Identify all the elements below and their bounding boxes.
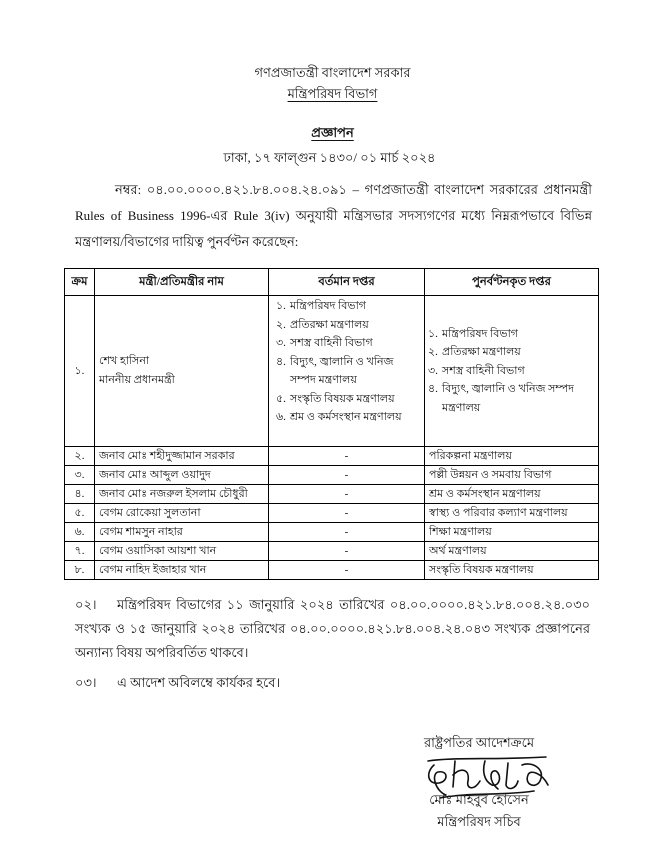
notice-title: প্রজ্ঞাপন [311, 125, 354, 140]
item-text: সশস্ত্র বাহিনী বিভাগ [442, 364, 525, 377]
item-text: মন্ত্রিপরিষদ বিভাগ [442, 327, 519, 340]
paragraph-text: এ আদেশ অবিলম্বে কার্যকর হবে। [117, 675, 281, 690]
table-row [65, 466, 599, 485]
current-office-cell: - [269, 523, 425, 542]
current-office-cell: - [269, 447, 425, 466]
current-office-item [276, 334, 420, 353]
minister-name-cell: জনাব মোঃ শহীদুজ্জামান সরকার [95, 447, 269, 466]
item-number: ২. [276, 318, 286, 331]
serial-cell: ৬. [65, 523, 95, 542]
paragraph-number: ০২। [75, 597, 97, 612]
minister-name-cell: জনাব মোঃ নজরুল ইসলাম চৌধুরী [95, 485, 269, 504]
item-number: ১. [428, 327, 438, 340]
current-office-item [276, 353, 420, 390]
item-text: প্রতিরক্ষা মন্ত্রণালয় [290, 318, 369, 331]
minister-name-cell: বেগম রোকেয়া সুলতানা [95, 504, 269, 523]
current-office-item [276, 297, 420, 316]
item-number: ২. [428, 346, 438, 359]
item-number: ৫. [276, 392, 286, 405]
header-reassigned-office: পুনর্বণ্টনকৃত দপ্তর [425, 269, 599, 296]
item-text: সশস্ত্র বাহিনী বিভাগ [290, 337, 373, 349]
reassigned-office-cell: সংস্কৃতি বিষয়ক মন্ত্রণালয় [425, 561, 599, 580]
current-office-cell: - [269, 485, 425, 504]
item-text: বিদ্যুৎ, জ্বালানি ও খনিজ সম্পদ মন্ত্রণালয় [442, 383, 574, 414]
table-row [65, 504, 599, 523]
minister-title: মাননীয় প্রধানমন্ত্রী [99, 374, 175, 386]
header-name: মন্ত্রী/প্রতিমন্ত্রীর নাম [95, 269, 269, 296]
serial-cell: ৪. [65, 485, 95, 504]
current-office-cell: - [269, 542, 425, 561]
item-number: ৬. [276, 411, 286, 423]
minister-name-cell: বেগম ওয়াসিকা আয়শা খান [95, 542, 269, 561]
item-number: ১. [276, 300, 286, 312]
table-row [65, 542, 599, 561]
current-office-cell [269, 296, 425, 447]
signatory-name: মোঃ মাহবুব হোসেন [429, 792, 529, 807]
minister-name-cell: জনাব মোঃ আব্দুল ওয়াদুদ [95, 466, 269, 485]
table-row [65, 523, 599, 542]
item-text: সংস্কৃতি বিষয়ক মন্ত্রণালয় [290, 392, 395, 405]
notice-title-wrap [0, 123, 665, 143]
current-office-cell: - [269, 504, 425, 523]
minister-name-cell [95, 296, 269, 447]
current-office-item [276, 408, 420, 427]
minister-name-cell: বেগম শামসুন নাহার [95, 523, 269, 542]
reallocation-table [64, 268, 599, 580]
document-body [64, 177, 598, 695]
paragraph-03 [75, 671, 590, 695]
item-number: ৪. [276, 355, 286, 368]
item-number: ৪. [428, 383, 438, 396]
reassigned-office-cell [425, 296, 599, 447]
item-number: ৩. [276, 337, 286, 349]
reassigned-office-cell: পল্লী উন্নয়ন ও সমবায় বিভাগ [425, 466, 599, 485]
minister-name-cell: বেগম নাহিদ ইজাহার খান [95, 561, 269, 580]
header-serial: ক্রম [65, 269, 95, 296]
table-header-row [65, 269, 599, 296]
government-name: গণপ্রজাতন্ত্রী বাংলাদেশ সরকার [254, 65, 411, 80]
reassigned-office-cell: অর্থ মন্ত্রণালয় [425, 542, 599, 561]
paragraph-02 [75, 593, 590, 665]
current-office-cell: - [269, 561, 425, 580]
division-name: মন্ত্রিপরিষদ বিভাগ [287, 86, 378, 101]
order-line: রাষ্ট্রপতির আদেশক্রমে [423, 735, 535, 750]
serial-cell: ১. [65, 296, 95, 447]
reassigned-office-cell: শ্রম ও কর্মসংস্থান মন্ত্রণালয় [425, 485, 599, 504]
reassigned-office-item [428, 380, 594, 417]
reassigned-office-item [428, 343, 594, 362]
document-header [0, 62, 665, 104]
reassigned-office-cell: শিক্ষা মন্ত্রণালয় [425, 523, 599, 542]
reassigned-office-cell: পরিকল্পনা মন্ত্রণালয় [425, 447, 599, 466]
minister-name: শেখ হাসিনা [99, 355, 150, 367]
paragraph-text: মন্ত্রিপরিষদ বিভাগের ১১ জানুয়ারি ২০২৪ তারিখের ০৪.০০.০০০০.৪২১.৮৪.০০৪.২৪.০৩০ সংখ্যক ও ১৫ জানুয়ারি ২০২৪ তারিখের ০৪.০০.০০০০.৪২১.৮৪.০০৪.২৪.০৪৩ সংখ্যক প্রজ্ঞাপনের অন্যান্য বিষয় অপরিবর্তিত থাকবে। [75, 597, 590, 660]
current-office-item [276, 316, 420, 335]
table-row [65, 447, 599, 466]
serial-cell: ৭. [65, 542, 95, 561]
item-number: ৩. [428, 364, 438, 377]
reassigned-office-item [428, 362, 594, 381]
table-row [65, 561, 599, 580]
serial-cell: ৫. [65, 504, 95, 523]
item-text: বিদ্যুৎ, জ্বালানি ও খনিজ সম্পদ মন্ত্রণালয় [290, 355, 394, 386]
table-row [65, 485, 599, 504]
reassigned-office-cell: স্বাস্থ্য ও পরিবার কল্যাণ মন্ত্রণালয় [425, 504, 599, 523]
table-row [65, 296, 599, 447]
item-text: প্রতিরক্ষা মন্ত্রণালয় [442, 346, 521, 359]
intro-paragraph: নম্বর: ০৪.০০.০০০০.৪২১.৮৪.০০৪.২৪.০৯১ – গণপ্রজাতন্ত্রী বাংলাদেশ সরকারের প্রধানমন্ত্রী Rules of Business 1996-এর Rule 3(iv) অনুযায়ী মন্ত্রিসভার সদস্যগণের মধ্যে নিম্নরূপভাবে বিভিন্ন মন্ত্রণালয়/বিভাগের দায়িত্ব পুনর্বণ্টন করেছেন: [75, 182, 592, 249]
paragraph-number: ০৩। [75, 675, 97, 690]
serial-cell: ৮. [65, 561, 95, 580]
serial-cell: ২. [65, 447, 95, 466]
header-current-office: বর্তমান দপ্তর [269, 269, 425, 296]
item-text: মন্ত্রিপরিষদ বিভাগ [290, 300, 367, 312]
item-text: শ্রম ও কর্মসংস্থান মন্ত্রণালয় [290, 411, 402, 423]
notice-date: ঢাকা, ১৭ ফাল্গুন ১৪৩০/ ০১ মার্চ ২০২৪ [223, 150, 436, 165]
signatory-designation: মন্ত্রিপরিষদ সচিব [437, 814, 521, 829]
reassigned-office-item [428, 325, 594, 344]
current-office-item [276, 390, 420, 409]
current-office-cell: - [269, 466, 425, 485]
serial-cell: ৩. [65, 466, 95, 485]
